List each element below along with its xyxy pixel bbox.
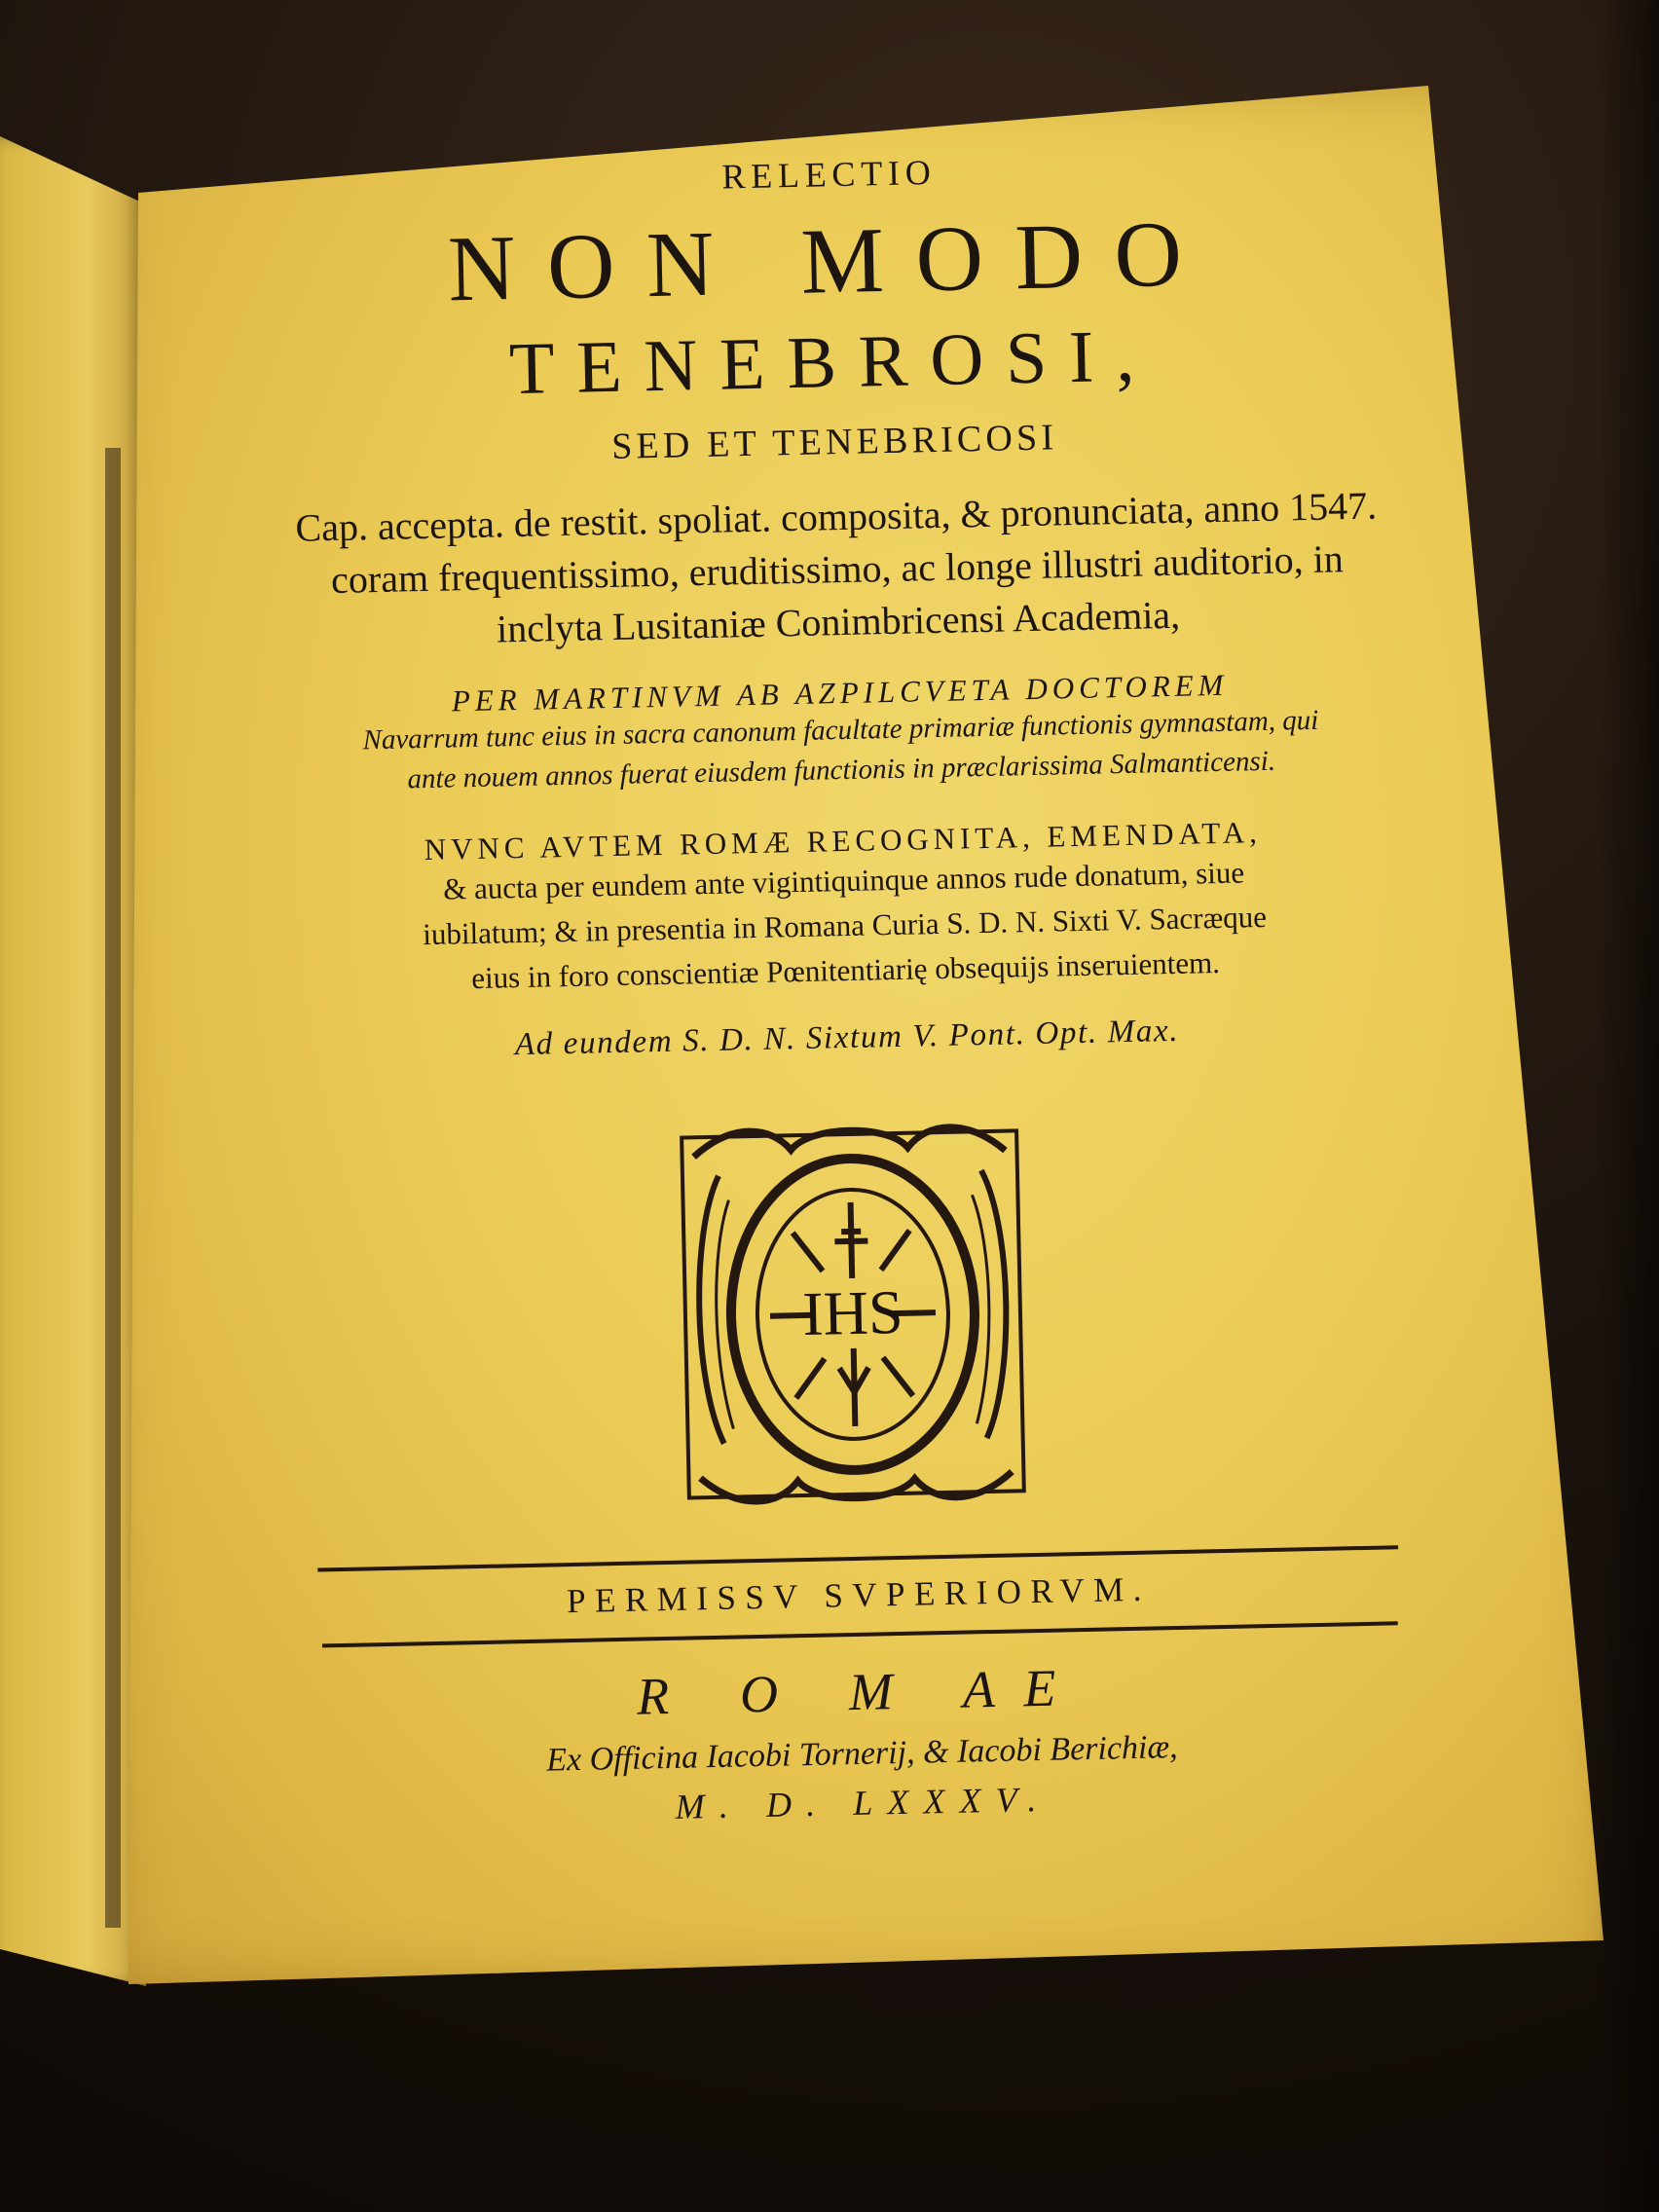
relectio-heading: RELECTIO [721, 152, 937, 197]
ihs-emblem-icon [674, 1111, 1033, 1517]
main-title-line-2: TENEBROSI, [508, 314, 1158, 411]
right-shadow [1597, 0, 1659, 2212]
subtitle-text: Cap. accepta. de restit. spoliat. composita, & pronunciata, anno 1547. coram frequentissimo, eruditissimo, ac longe illustri auditorio, in inclyta Lusitaniæ Conimbricensi Academia, [295, 483, 1378, 651]
publisher-line: Ex Officina Iacobi Tornerij, & Iacobi Berichiæ, [545, 1729, 1178, 1779]
title-page-content [157, 132, 1537, 1941]
year-line: M. D. LXXXV. [675, 1779, 1051, 1826]
permission-line: PERMISSV SVPERIORVM. [566, 1569, 1152, 1621]
revision-heading: NVNC AVTEM ROMÆ RECOGNITA, EMENDATA, [424, 815, 1263, 867]
city-line: R O M AE [636, 1658, 1086, 1726]
main-title-line-3: SED ET TENEBRICOSI [610, 417, 1058, 467]
book-spine-shadow [105, 448, 121, 1928]
author-line: PER MARTINVM AB AZPILCVETA DOCTOREM [451, 667, 1229, 719]
dedication-line: Ad eundem S. D. N. Sixtum V. Pont. Opt. Max. [514, 1013, 1180, 1063]
ihs-text: IHS [801, 1276, 904, 1348]
revision-detail: & aucta per eundem ante vigintiquinque annos rude donatum, siue iubilatum; & in presentia in Romana Curia S. D. N. Sixti V. Sacræque eius in foro conscientiæ Pœnitentiarię obsequijs inseruientem. [422, 855, 1268, 996]
left-page [0, 136, 146, 1986]
bottom-rule [321, 1621, 1397, 1647]
main-title-line-1: NON MODO [447, 200, 1215, 321]
author-detail: Navarrum tunc eius in sacra canonum facultate primariæ functionis gymnastam, qui ante nouem annos fuerat eiusdem functionis in præclarissima Salmanticensi. [362, 704, 1319, 795]
